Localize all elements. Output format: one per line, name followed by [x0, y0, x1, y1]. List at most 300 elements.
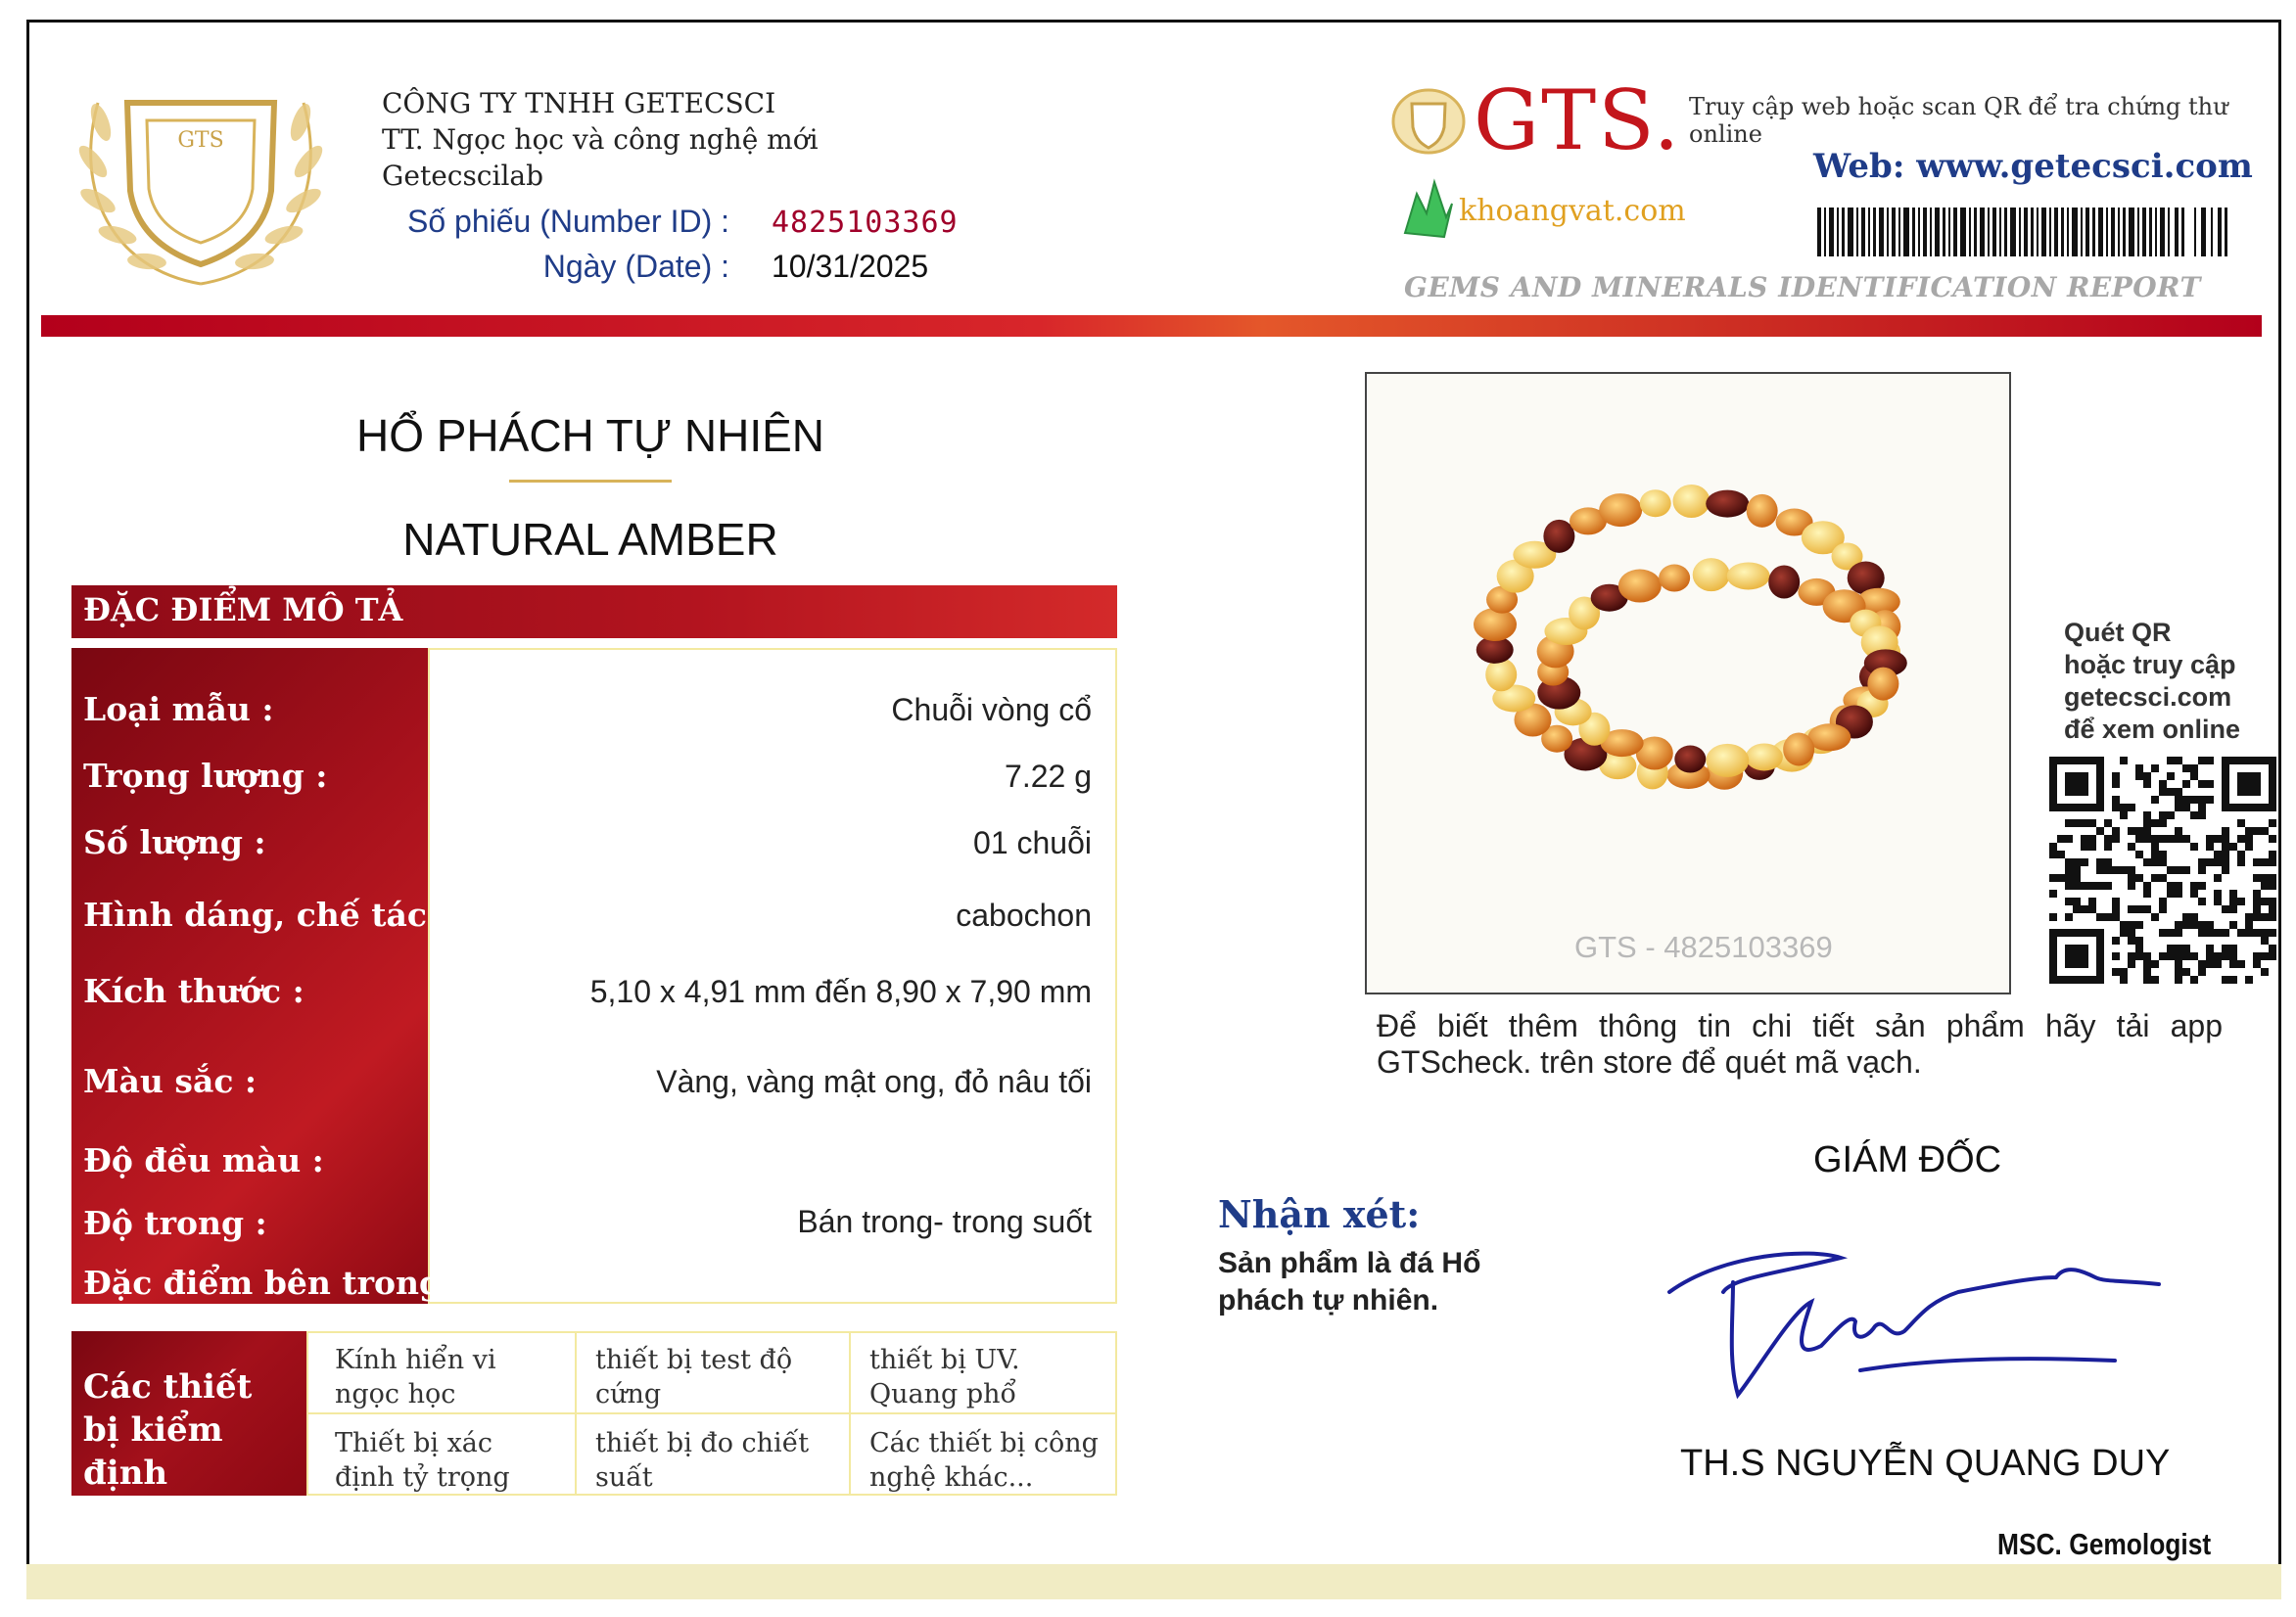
qr-instructions: [2064, 617, 2240, 746]
qr-module: [2151, 960, 2159, 968]
amber-bead: [1746, 743, 1783, 770]
qr-module: [2245, 921, 2253, 929]
remark-title: Nhận xét:: [1218, 1192, 1421, 1236]
amber-bead: [1727, 562, 1770, 589]
section-title: ĐẶC ĐIỂM MÔ TẢ: [83, 591, 403, 628]
qr-module: [2143, 858, 2151, 866]
date-label: Ngày (Date) :: [542, 249, 729, 284]
sample-photo: [1365, 372, 2011, 994]
qr-module: [2214, 890, 2222, 898]
qr-module: [2206, 952, 2214, 960]
qr-module: [2190, 890, 2198, 898]
qr-module: [2128, 827, 2135, 835]
qr-module: [2237, 835, 2245, 843]
qr-module: [2261, 952, 2269, 960]
qr-module: [2143, 835, 2151, 843]
qr-module: [2151, 874, 2159, 882]
crystal-icon: [1395, 174, 1456, 241]
prop-value-dimensions: 5,10 x 4,91 mm đến 8,90 x 7,90 mm: [589, 974, 1092, 1009]
qr-module: [2112, 804, 2120, 811]
qr-module: [2261, 898, 2269, 905]
qr-module: [2065, 874, 2073, 882]
qr-module: [2253, 913, 2261, 921]
qr-module: [2135, 772, 2143, 780]
qr-module: [2135, 905, 2143, 913]
qr-module: [2065, 913, 2073, 921]
qr-module: [2182, 968, 2190, 976]
qr-module: [2245, 835, 2253, 843]
qr-module: [2261, 874, 2269, 882]
qr-module: [2135, 827, 2143, 835]
qr-module: [2096, 827, 2104, 835]
qr-module: [2229, 945, 2237, 952]
qr-module: [2128, 874, 2135, 882]
equipment-item: thiết bị UV. Quang phổ: [869, 1345, 1020, 1409]
qr-module: [2057, 874, 2065, 882]
qr-module: [2222, 905, 2229, 913]
qr-module: [2112, 827, 2120, 835]
qr-module: [2143, 976, 2151, 984]
qr-module: [2269, 851, 2276, 858]
qr-module: [2135, 921, 2143, 929]
qr-module: [2081, 905, 2088, 913]
qr-code[interactable]: [2049, 757, 2276, 984]
qr-module: [2175, 945, 2182, 952]
number-id-value: 4825103369: [772, 206, 959, 240]
qr-module: [2261, 929, 2269, 937]
qr-module: [2269, 835, 2276, 843]
amber-bead: [1618, 570, 1662, 603]
qr-module: [2081, 843, 2088, 851]
qr-module: [2081, 835, 2088, 843]
qr-module: [2120, 804, 2128, 811]
qr-module: [2159, 780, 2167, 788]
qr-module: [2135, 835, 2143, 843]
qr-module: [2151, 819, 2159, 827]
qr-module: [2112, 937, 2120, 945]
amber-bead: [1674, 746, 1706, 773]
website-link[interactable]: Web: www.getecsci.com: [1813, 147, 2253, 186]
qr-module: [2261, 937, 2269, 945]
qr-module: [2143, 819, 2151, 827]
qr-module: [2065, 819, 2073, 827]
qr-module: [2088, 882, 2096, 890]
qr-module: [2143, 952, 2151, 960]
prop-value-quantity: 01 chuỗi: [973, 825, 1092, 860]
qr-module: [2198, 968, 2206, 976]
qr-module: [2206, 945, 2214, 952]
qr-module: [2143, 905, 2151, 913]
qr-module: [2222, 866, 2229, 874]
qr-module: [2143, 772, 2151, 780]
qr-module: [2104, 843, 2112, 851]
qr-module: [2112, 835, 2120, 843]
qr-module: [2182, 796, 2190, 804]
date-value: 10/31/2025: [772, 249, 929, 284]
qr-module: [2049, 874, 2057, 882]
qr-module: [2159, 788, 2167, 796]
app-download-note: Để biết thêm thông tin chi tiết sản phẩm hãy tải app GTScheck. trên store để quét mã vạch.: [1377, 1008, 2223, 1080]
barcode: [1817, 208, 2228, 256]
qr-module: [2198, 804, 2206, 811]
qr-module: [2081, 882, 2088, 890]
amber-bead: [1747, 494, 1778, 528]
amber-bead: [1783, 732, 1814, 765]
qr-module: [2182, 835, 2190, 843]
prop-label-dimensions: Kích thước :: [83, 972, 305, 1010]
qr-module: [2253, 874, 2261, 882]
qr-module: [2128, 937, 2135, 945]
qr-module: [2269, 913, 2276, 921]
qr-module: [2096, 882, 2104, 890]
qr-module: [2229, 898, 2237, 905]
qr-module: [2222, 976, 2229, 984]
qr-scan-note: Truy cập web hoặc scan QR để tra chứng thư online: [1689, 93, 2228, 148]
qr-module: [2073, 866, 2081, 874]
qr-module: [2198, 929, 2206, 937]
qr-module: [2229, 960, 2237, 968]
qr-module: [2135, 937, 2143, 945]
qr-module: [2269, 874, 2276, 882]
qr-text-line: hoặc truy cập: [2064, 650, 2236, 679]
prop-label-color: Màu sắc :: [83, 1062, 258, 1100]
qr-module: [2245, 913, 2253, 921]
qr-module: [2104, 913, 2112, 921]
qr-module: [2104, 882, 2112, 890]
qr-module: [2151, 796, 2159, 804]
qr-module: [2143, 882, 2151, 890]
amber-bead: [1599, 493, 1642, 527]
qr-module: [2214, 835, 2222, 843]
qr-module: [2175, 952, 2182, 960]
qr-module: [2112, 968, 2120, 976]
qr-module: [2135, 874, 2143, 882]
qr-module: [2128, 929, 2135, 937]
amber-bead: [1693, 558, 1730, 591]
qr-module: [2049, 843, 2057, 851]
qr-module: [2167, 811, 2175, 819]
qr-module: [2167, 929, 2175, 937]
qr-module: [2237, 858, 2245, 866]
qr-module: [2182, 866, 2190, 874]
qr-module: [2065, 898, 2073, 905]
qr-module: [2269, 898, 2276, 905]
qr-module: [2175, 921, 2182, 929]
prop-label-transparency: Độ trong :: [83, 1204, 267, 1242]
qr-module: [2269, 905, 2276, 913]
qr-module: [2049, 851, 2057, 858]
qr-module: [2190, 976, 2198, 984]
qr-module: [2206, 843, 2214, 851]
amber-bead: [1640, 489, 1671, 517]
qr-module: [2135, 764, 2143, 772]
prop-value-transparency: Bán trong- trong suốt: [797, 1204, 1092, 1239]
qr-module: [2143, 811, 2151, 819]
qr-module: [2214, 960, 2222, 968]
qr-module: [2128, 905, 2135, 913]
director-title: GIÁM ĐỐC: [1813, 1139, 2002, 1180]
qr-module: [2143, 890, 2151, 898]
qr-module: [2120, 811, 2128, 819]
company-lab: Getecscilab: [382, 160, 544, 192]
qr-module: [2120, 866, 2128, 874]
qr-module: [2269, 882, 2276, 890]
qr-module: [2206, 835, 2214, 843]
qr-module: [2073, 898, 2081, 905]
qr-module: [2222, 827, 2229, 835]
qr-module: [2128, 866, 2135, 874]
photo-caption: GTS - 4825103369: [1574, 930, 1833, 964]
qr-module: [2175, 890, 2182, 898]
qr-module: [2151, 851, 2159, 858]
qr-module: [2088, 819, 2096, 827]
qr-module: [2198, 811, 2206, 819]
qr-module: [2245, 976, 2253, 984]
qr-module: [2198, 757, 2206, 764]
qr-module: [2175, 960, 2182, 968]
qr-module: [2198, 960, 2206, 968]
amber-bead: [1867, 668, 1898, 701]
qr-module: [2128, 960, 2135, 968]
qr-module: [2167, 866, 2175, 874]
qr-module: [2112, 796, 2120, 804]
qr-module: [2151, 835, 2159, 843]
prop-label-color-uniformity: Độ đều màu :: [83, 1141, 324, 1179]
prop-label-weight: Trọng lượng :: [83, 757, 328, 795]
qr-module: [2159, 851, 2167, 858]
qr-module: [2261, 968, 2269, 976]
qr-module: [2182, 764, 2190, 772]
equipment-item: Các thiết bị công nghệ khác...: [869, 1428, 1099, 1493]
qr-module: [2065, 858, 2073, 866]
qr-module: [2253, 858, 2261, 866]
qr-module: [2151, 858, 2159, 866]
qr-module: [2214, 858, 2222, 866]
qr-module: [2222, 843, 2229, 851]
qr-module: [2135, 945, 2143, 952]
qr-module: [2175, 968, 2182, 976]
qr-module: [2198, 780, 2206, 788]
qr-module: [2143, 968, 2151, 976]
qr-module: [2206, 960, 2214, 968]
prop-label-inclusions: Đặc điểm bên trong:: [83, 1264, 454, 1302]
qr-module: [2120, 976, 2128, 984]
title-divider: [509, 480, 672, 483]
report-title: GEMS AND MINERALS IDENTIFICATION REPORT: [1404, 271, 2201, 303]
qr-module: [2206, 780, 2214, 788]
qr-module: [2253, 898, 2261, 905]
qr-module: [2159, 819, 2167, 827]
qr-module: [2214, 851, 2222, 858]
qr-module: [2237, 819, 2245, 827]
gts-brand: GTS.: [1474, 72, 1682, 168]
qr-module: [2206, 921, 2214, 929]
qr-module: [2222, 858, 2229, 866]
qr-module: [2128, 952, 2135, 960]
qr-module: [2190, 811, 2198, 819]
qr-module: [2222, 945, 2229, 952]
qr-module: [2167, 952, 2175, 960]
qr-module: [2128, 882, 2135, 890]
prop-label-sample-type: Loại mẫu :: [83, 690, 274, 728]
qr-module: [2175, 835, 2182, 843]
qr-module: [2073, 858, 2081, 866]
qr-module: [2112, 866, 2120, 874]
qr-module: [2128, 921, 2135, 929]
qr-module: [2253, 890, 2261, 898]
qr-module: [2261, 858, 2269, 866]
qr-module: [2214, 929, 2222, 937]
qr-module: [2253, 929, 2261, 937]
qr-module: [2198, 866, 2206, 874]
partner-brand: khoangvat.com: [1459, 194, 1686, 228]
qr-module: [2175, 929, 2182, 937]
qr-module: [2229, 843, 2237, 851]
qr-module: [2253, 960, 2261, 968]
qr-module: [2198, 882, 2206, 890]
qr-module: [2167, 835, 2175, 843]
amber-bead: [1768, 565, 1800, 598]
qr-module: [2143, 827, 2151, 835]
qr-module: [2104, 835, 2112, 843]
qr-module: [2269, 952, 2276, 960]
company-center: TT. Ngọc học và công nghệ mới: [382, 123, 819, 156]
qr-module: [2096, 913, 2104, 921]
amber-bead: [1706, 744, 1749, 777]
equipment-item: Thiết bị xác định tỷ trọng: [335, 1428, 510, 1493]
qr-module: [2159, 929, 2167, 937]
qr-module: [2065, 866, 2073, 874]
qr-module: [2057, 835, 2065, 843]
qr-module: [2214, 898, 2222, 905]
logo-text: GTS: [177, 128, 224, 153]
qr-module: [2073, 819, 2081, 827]
equipment-item: thiết bị test độ cứng: [595, 1345, 793, 1409]
amber-bead: [1673, 485, 1710, 518]
qr-module: [2237, 898, 2245, 905]
qr-module: [2222, 929, 2229, 937]
qr-module: [2182, 780, 2190, 788]
qr-module: [2081, 858, 2088, 866]
qr-module: [2269, 929, 2276, 937]
qr-module: [2190, 882, 2198, 890]
qr-module: [2237, 929, 2245, 937]
qr-module: [2182, 804, 2190, 811]
qr-module: [2198, 898, 2206, 905]
qr-module: [2112, 905, 2120, 913]
qr-module: [2214, 874, 2222, 882]
section-header: [71, 585, 1117, 638]
qr-module: [2229, 890, 2237, 898]
qr-module: [2269, 819, 2276, 827]
amber-bead: [1474, 608, 1517, 641]
qr-module: [2104, 858, 2112, 866]
qr-module: [2049, 890, 2057, 898]
qr-module: [2175, 788, 2182, 796]
qr-module: [2190, 843, 2198, 851]
qr-module: [2159, 874, 2167, 882]
gem-name-english: NATURAL AMBER: [402, 514, 778, 565]
qr-module: [2128, 804, 2135, 811]
qr-module: [2112, 772, 2120, 780]
qr-module: [2190, 952, 2198, 960]
qr-module: [2222, 952, 2229, 960]
qr-module: [2096, 858, 2104, 866]
qr-module: [2253, 827, 2261, 835]
qr-module: [2175, 866, 2182, 874]
qr-module: [2206, 757, 2214, 764]
qr-text-line: getecsci.com: [2064, 682, 2232, 712]
qr-module: [2206, 858, 2214, 866]
qr-module: [2104, 819, 2112, 827]
qr-module: [2167, 757, 2175, 764]
qr-module: [2206, 796, 2214, 804]
qr-module: [2057, 851, 2065, 858]
qr-module: [2182, 921, 2190, 929]
qr-module: [2175, 882, 2182, 890]
qr-module: [2261, 827, 2269, 835]
qr-module: [2167, 788, 2175, 796]
prop-value-weight: 7.22 g: [1005, 759, 1092, 794]
number-id-label: Số phiếu (Number ID) :: [406, 204, 729, 239]
qr-module: [2245, 929, 2253, 937]
qr-module: [2073, 882, 2081, 890]
qr-module: [2151, 976, 2159, 984]
qr-module: [2222, 835, 2229, 843]
qr-module: [2159, 811, 2167, 819]
qr-module: [2245, 843, 2253, 851]
qr-module: [2190, 772, 2198, 780]
qr-module: [2175, 804, 2182, 811]
qr-module: [2073, 874, 2081, 882]
qr-module: [2081, 819, 2088, 827]
qr-module: [2151, 764, 2159, 772]
qr-module: [2088, 843, 2096, 851]
gem-name-vietnamese: HỔ PHÁCH TỰ NHIÊN: [355, 410, 825, 461]
gts-small-logo-icon: [1390, 86, 1467, 157]
qr-module: [2222, 851, 2229, 858]
qr-module: [2190, 921, 2198, 929]
qr-module: [2261, 913, 2269, 921]
qr-module: [2182, 952, 2190, 960]
qr-module: [2088, 898, 2096, 905]
qr-module: [2088, 835, 2096, 843]
prop-value-shape-cut: cabochon: [956, 898, 1092, 933]
qr-module: [2237, 960, 2245, 968]
qr-module: [2120, 968, 2128, 976]
qr-module: [2128, 843, 2135, 851]
equipment-item: Kính hiển vi ngọc học: [335, 1345, 496, 1409]
bottom-strip: [26, 1564, 2281, 1599]
qr-module: [2135, 851, 2143, 858]
qr-module: [2229, 921, 2237, 929]
signer-name: TH.S NGUYỄN QUANG DUY: [1680, 1443, 2171, 1484]
qr-module: [2167, 772, 2175, 780]
qr-module: [2151, 913, 2159, 921]
qr-module: [2206, 929, 2214, 937]
amber-bead: [1659, 565, 1690, 592]
qr-module: [2167, 882, 2175, 890]
equipment-divider: [308, 1412, 1115, 1414]
remark-text: Sản phẩm là đá Hổ phách tự nhiên.: [1218, 1247, 1481, 1317]
qr-module: [2065, 882, 2073, 890]
qr-module: [2175, 796, 2182, 804]
signer-credential: MSC. Gemologist: [1997, 1527, 2212, 1561]
qr-module: [2159, 898, 2167, 905]
qr-module: [2253, 905, 2261, 913]
prop-value-color: Vàng, vàng mật ong, đỏ nâu tối: [656, 1064, 1092, 1099]
qr-text-line: để xem online: [2064, 715, 2241, 744]
